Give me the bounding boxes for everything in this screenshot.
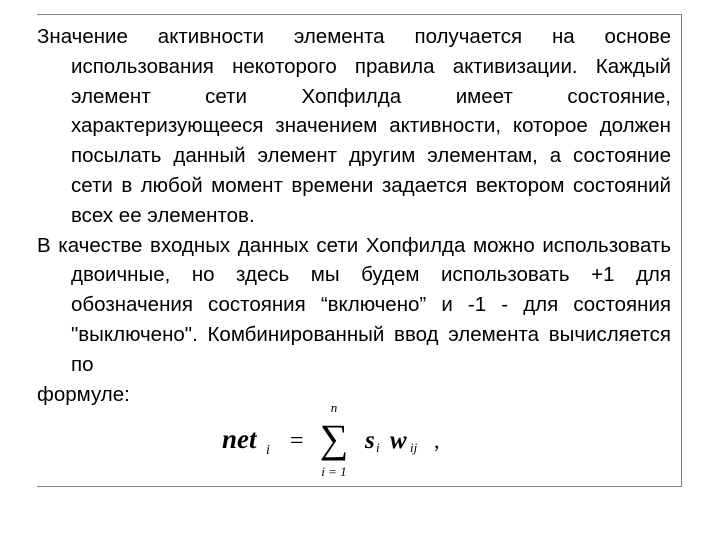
paragraph-input-data	[37, 231, 671, 410]
slide-text	[37, 22, 671, 409]
formula-term-w: w	[390, 427, 407, 454]
frame-right-line	[681, 14, 682, 486]
formula-term-s: s	[365, 427, 375, 454]
formula-sum-upper: n	[330, 402, 338, 415]
formula-sum-lower: i = 1	[321, 464, 347, 479]
formula-svg	[222, 402, 462, 480]
frame-bottom-line	[37, 486, 682, 487]
formula-trailing-comma: ,	[434, 428, 440, 453]
paragraph-activation: Значение активности элемента получается на основе использования некоторого правила активизации. Каждый элемент сети Хопфилда имеет состояние, характеризующееся значением активности, которое должен посылать данный элемент другим элементам, а состояние сети в любой момент времени задается вектором состояний всех ее элементов.	[37, 25, 671, 227]
formula-label: формуле:	[37, 382, 130, 406]
formula-term-s-subscript: i	[376, 440, 380, 455]
paragraph-input-data-text: В качестве входных данных сети Хопфилда можно использовать двоичные, но здесь мы будем использовать +1 для обозначения состояния “включено” и -1 - для состояния "выключено". Комбинированный ввод элемента вычисляется по	[37, 233, 671, 376]
formula-lhs-subscript: i	[266, 443, 270, 458]
formula-term-w-subscript: ij	[410, 440, 418, 455]
formula-lhs: net	[222, 424, 257, 454]
net-input-formula	[222, 402, 462, 480]
formula-equals: =	[290, 428, 304, 454]
frame-top-line	[37, 14, 682, 15]
sum-symbol-icon: ∑	[319, 416, 349, 461]
